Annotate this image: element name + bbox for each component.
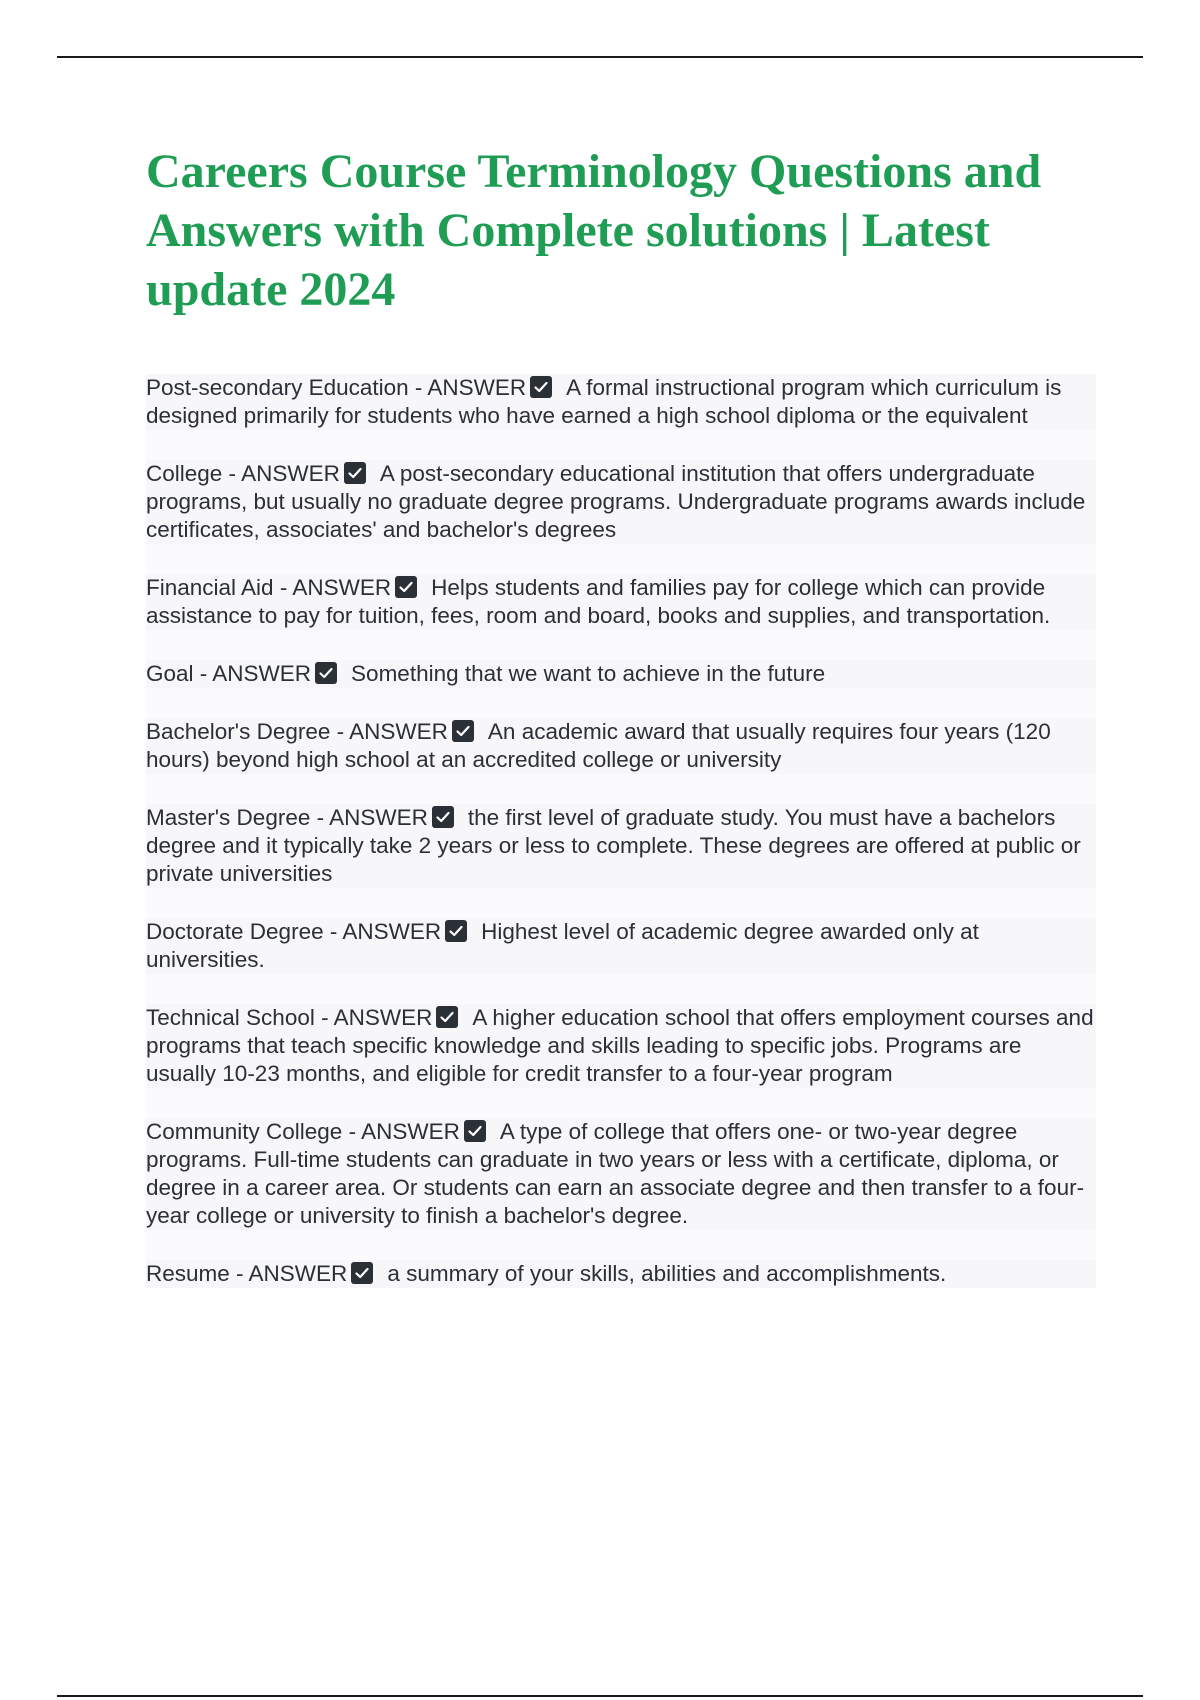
check-box-icon [395, 576, 417, 598]
qa-list [146, 374, 1096, 1288]
entry-term: Goal - [146, 661, 213, 686]
entry-definition: A formal instructional program which curriculum is designed primarily for students who have earned a high school diploma or the equivalent [146, 375, 1062, 428]
check-box-icon [436, 1006, 458, 1028]
answer-marker: ANSWER [212, 661, 312, 686]
entry-definition: A type of college that offers one- or two-year degree programs. Full-time students can graduate in two years or less with a certificate, diploma, or degree in a career area. Or students can earn an associate degree and then transfer to a four-year college or university to finish a bachelor's degree. [146, 1119, 1085, 1228]
qa-entry [146, 374, 1096, 430]
qa-entry [146, 460, 1096, 544]
answer-marker: ANSWER [329, 805, 428, 830]
entry-definition: A higher education school that offers employment courses and programs that teach specific knowledge and skills leading to specific jobs. Programs are usually 10-23 months, and eligible for credit transfer to a four-year program [146, 1005, 1094, 1086]
qa-entry [146, 1004, 1096, 1088]
entry-term: Technical School - [146, 1005, 334, 1030]
qa-entry [146, 1260, 1096, 1288]
entry-definition: A post-secondary educational institution that offers undergraduate programs, but usually no graduate degree programs. Undergraduate programs awards include certificates, associates' and bachelor's degrees [146, 461, 1086, 542]
entry-definition: Helps students and families pay for college which can provide assistance to pay for tuition, fees, room and board, books and supplies, and transportation. [146, 575, 1051, 628]
entry-definition: the first level of graduate study. You must have a bachelors degree and it typically take 2 years or less to complete. These degrees are offered at public or private universities [146, 805, 1081, 886]
qa-entry [146, 660, 1096, 688]
answer-marker: ANSWER [292, 575, 392, 600]
entry-term: Community College - [146, 1119, 362, 1144]
entry-term: Financial Aid - [146, 575, 293, 600]
qa-entry [146, 574, 1096, 630]
entry-term: Master's Degree - [146, 805, 330, 830]
entry-definition: Something that we want to achieve in the future [351, 661, 826, 686]
entry-term: Post-secondary Education - [146, 375, 428, 400]
check-box-icon [464, 1120, 486, 1142]
entry-definition: a summary of your skills, abilities and accomplishments. [387, 1261, 947, 1286]
answer-marker: ANSWER [349, 719, 448, 744]
answer-marker: ANSWER [241, 461, 340, 486]
check-box-icon [530, 376, 552, 398]
entry-definition: Highest level of academic degree awarded only at universities. [146, 919, 979, 972]
check-box-icon [315, 662, 337, 684]
check-box-icon [344, 462, 366, 484]
check-box-icon [432, 806, 454, 828]
entry-term: Bachelor's Degree - [146, 719, 350, 744]
top-rule [57, 56, 1143, 58]
document-body [146, 142, 1096, 1318]
answer-marker: ANSWER [361, 1119, 460, 1144]
document-title: Careers Course Terminology Questions and Answers with Complete solutions | Latest update 2024 [146, 145, 1042, 316]
qa-entry [146, 804, 1096, 888]
check-box-icon [452, 720, 474, 742]
answer-marker: ANSWER [427, 375, 527, 400]
entry-term: College - [146, 461, 242, 486]
qa-entry [146, 718, 1096, 774]
answer-marker: ANSWER [248, 1261, 348, 1286]
answer-marker: ANSWER [342, 919, 442, 944]
check-box-icon [351, 1262, 373, 1284]
check-box-icon [445, 920, 467, 942]
entry-definition: An academic award that usually requires four years (120 hours) beyond high school at an accredited college or university [146, 719, 1051, 772]
qa-entry [146, 1118, 1096, 1230]
answer-marker: ANSWER [333, 1005, 433, 1030]
qa-entry [146, 918, 1096, 974]
entry-term: Resume - [146, 1261, 249, 1286]
bottom-rule [57, 1695, 1143, 1697]
entry-term: Doctorate Degree - [146, 919, 343, 944]
